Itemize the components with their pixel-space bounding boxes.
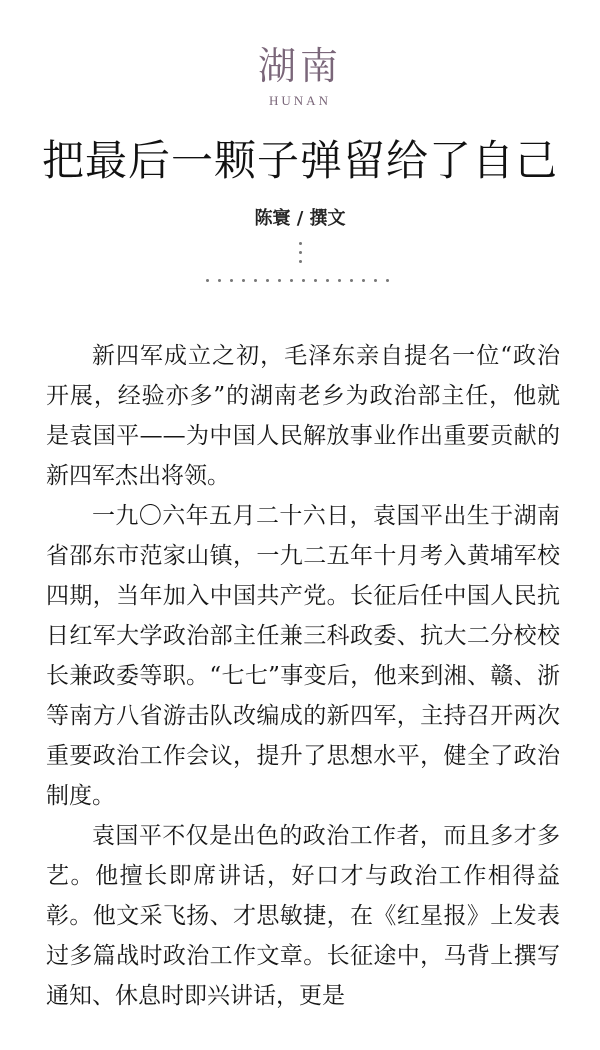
- region-subtitle: HUNAN: [269, 93, 331, 108]
- paragraph: 一九〇六年五月二十六日，袁国平出生于湖南省邵东市范家山镇，一九二五年十月考入黄埔军校四期，当年加入中国共产党。长征后任中国人民抗日红军大学政治部主任兼三科政委、抗大二分校校长兼政委等职。“七七”事变后，他来到湘、赣、浙等南方八省游击队改编成的新四军，主持召开两次重要政治工作会议，提升了思想水平，健全了政治制度。: [46, 503, 560, 809]
- divider-dot: [299, 242, 302, 245]
- divider-dot: [230, 279, 233, 282]
- divider-dot: [299, 251, 302, 254]
- article-byline: 陈寰 / 撰文: [254, 208, 346, 229]
- divider-dot: [299, 260, 302, 263]
- article-body: [46, 336, 560, 1016]
- divider-dot: [302, 279, 305, 282]
- divider-dot: [254, 279, 257, 282]
- divider-dot: [338, 279, 341, 282]
- divider-dot: [362, 279, 365, 282]
- divider-dot: [374, 279, 377, 282]
- divider-dot: [314, 279, 317, 282]
- article-title: 把最后一颗子弹留给了自己: [41, 136, 558, 185]
- divider-dot: [218, 279, 221, 282]
- region-title: 湖南: [257, 44, 342, 88]
- divider-dot: [206, 279, 209, 282]
- divider-dot: [266, 279, 269, 282]
- divider-dot: [386, 279, 389, 282]
- paragraph: 袁国平不仅是出色的政治工作者，而且多才多艺。他擅长即席讲话，好口才与政治工作相得益彰。他文采飞扬、才思敏捷，在《红星报》上发表过多篇战时政治工作文章。长征途中，马背上撰写通知、休息时即兴讲话，更是: [46, 823, 560, 1009]
- divider-dot: [278, 279, 281, 282]
- divider-dot: [290, 279, 293, 282]
- divider-dot: [326, 279, 329, 282]
- divider-dot: [350, 279, 353, 282]
- divider-dot: [242, 279, 245, 282]
- dotted-divider: [200, 236, 400, 290]
- paragraph: 新四军成立之初，毛泽东亲自提名一位“政治开展，经验亦多”的湖南老乡为政治部主任，他就是袁国平——为中国人民解放事业作出重要贡献的新四军杰出将领。: [46, 343, 560, 489]
